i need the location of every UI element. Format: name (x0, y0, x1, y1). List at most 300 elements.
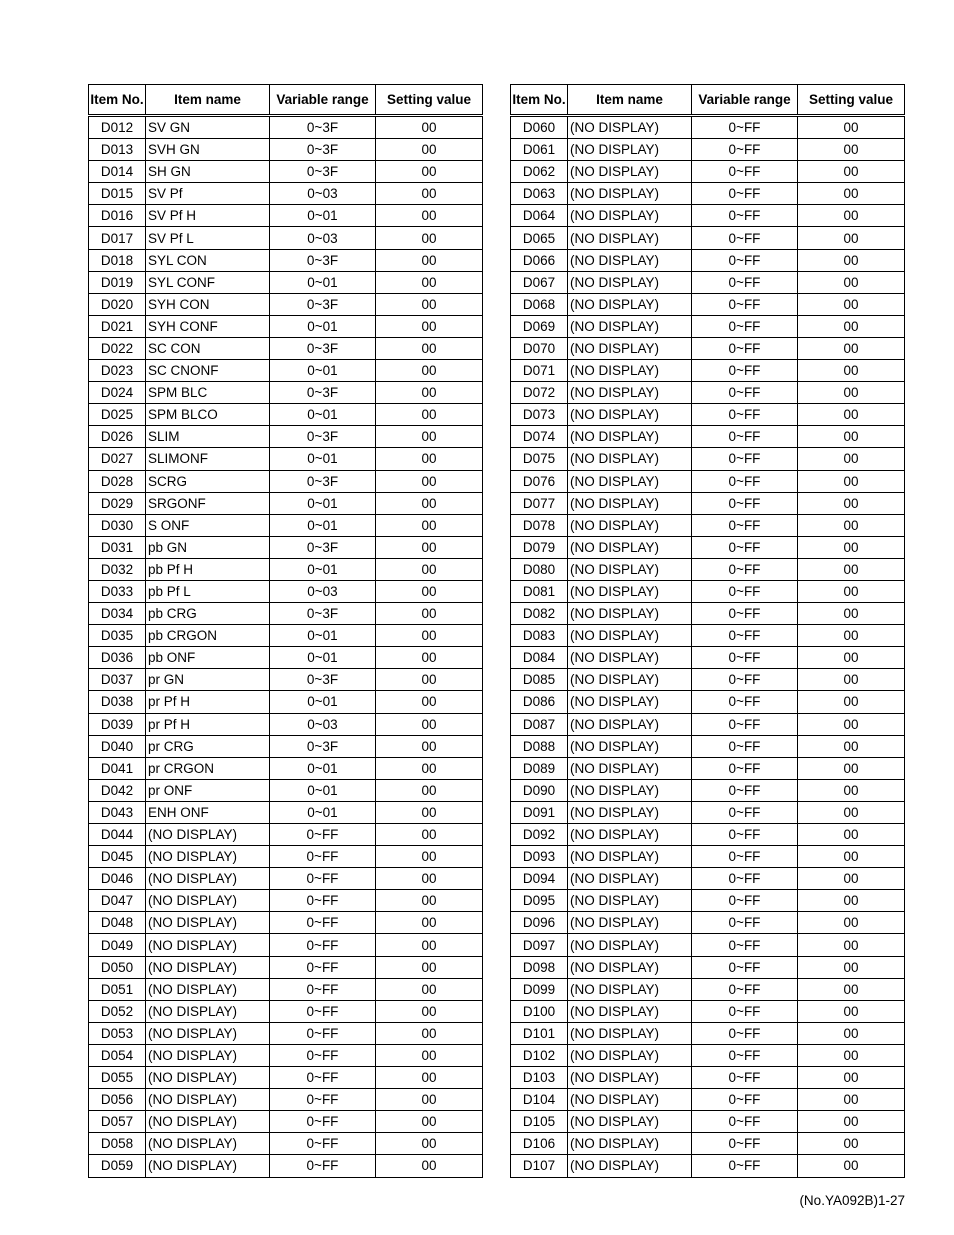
cell-item-name: (NO DISPLAY) (568, 271, 692, 293)
cell-item-name: SC CON (146, 337, 270, 359)
cell-item-name: (NO DISPLAY) (568, 161, 692, 183)
cell-variable-range: 0~3F (270, 536, 376, 558)
cell-item-name: (NO DISPLAY) (568, 625, 692, 647)
table-row (511, 757, 905, 779)
cell-variable-range: 0~FF (270, 1111, 376, 1133)
cell-item-name: SRGONF (146, 492, 270, 514)
cell-item-name: (NO DISPLAY) (568, 470, 692, 492)
table-row (511, 647, 905, 669)
cell-setting-value: 00 (798, 824, 905, 846)
cell-item-no: D015 (89, 183, 146, 205)
cell-item-no: D098 (511, 956, 568, 978)
cell-variable-range: 0~FF (270, 846, 376, 868)
cell-variable-range: 0~FF (692, 801, 798, 823)
cell-item-no: D103 (511, 1067, 568, 1089)
cell-variable-range: 0~FF (692, 139, 798, 161)
cell-setting-value: 00 (798, 271, 905, 293)
table-header-row (89, 85, 483, 116)
cell-item-name: (NO DISPLAY) (146, 1000, 270, 1022)
table-row (511, 271, 905, 293)
cell-setting-value: 00 (376, 801, 483, 823)
cell-item-name: (NO DISPLAY) (568, 1155, 692, 1177)
cell-item-no: D019 (89, 271, 146, 293)
cell-item-no: D057 (89, 1111, 146, 1133)
table-row (89, 757, 483, 779)
cell-setting-value: 00 (376, 492, 483, 514)
table-row (511, 801, 905, 823)
cell-setting-value: 00 (798, 227, 905, 249)
cell-item-no: D086 (511, 691, 568, 713)
cell-item-name: SPM BLC (146, 382, 270, 404)
cell-setting-value: 00 (376, 868, 483, 890)
cell-item-no: D021 (89, 315, 146, 337)
cell-item-no: D024 (89, 382, 146, 404)
cell-item-name: SCRG (146, 470, 270, 492)
cell-variable-range: 0~3F (270, 293, 376, 315)
cell-item-name: (NO DISPLAY) (568, 1111, 692, 1133)
cell-variable-range: 0~3F (270, 735, 376, 757)
cell-item-name: (NO DISPLAY) (568, 1022, 692, 1044)
table-row (511, 161, 905, 183)
cell-setting-value: 00 (376, 1000, 483, 1022)
cell-variable-range: 0~FF (692, 1044, 798, 1066)
cell-variable-range: 0~FF (692, 426, 798, 448)
cell-setting-value: 00 (376, 978, 483, 1000)
cell-item-name: (NO DISPLAY) (568, 116, 692, 139)
cell-variable-range: 0~FF (692, 558, 798, 580)
table-row (511, 1089, 905, 1111)
cell-setting-value: 00 (798, 1000, 905, 1022)
cell-variable-range: 0~FF (270, 1000, 376, 1022)
cell-item-name: (NO DISPLAY) (146, 1022, 270, 1044)
table-row (511, 558, 905, 580)
cell-item-name: pr Pf H (146, 713, 270, 735)
cell-item-name: (NO DISPLAY) (568, 956, 692, 978)
cell-item-no: D048 (89, 912, 146, 934)
cell-item-name: (NO DISPLAY) (568, 1067, 692, 1089)
table-row (511, 912, 905, 934)
cell-setting-value: 00 (798, 514, 905, 536)
cell-variable-range: 0~FF (692, 1111, 798, 1133)
cell-setting-value: 00 (798, 934, 905, 956)
table-row (511, 669, 905, 691)
cell-variable-range: 0~01 (270, 360, 376, 382)
cell-item-name: (NO DISPLAY) (568, 293, 692, 315)
cell-setting-value: 00 (798, 1155, 905, 1177)
cell-variable-range: 0~03 (270, 227, 376, 249)
cell-item-name: (NO DISPLAY) (568, 890, 692, 912)
cell-item-no: D073 (511, 404, 568, 426)
table-row (89, 735, 483, 757)
table-row (89, 183, 483, 205)
cell-variable-range: 0~FF (270, 978, 376, 1000)
cell-item-name: (NO DISPLAY) (146, 912, 270, 934)
cell-variable-range: 0~3F (270, 116, 376, 139)
cell-variable-range: 0~01 (270, 514, 376, 536)
cell-setting-value: 00 (376, 315, 483, 337)
cell-setting-value: 00 (376, 1111, 483, 1133)
cell-item-no: D066 (511, 249, 568, 271)
cell-variable-range: 0~FF (692, 382, 798, 404)
table-row (511, 227, 905, 249)
table-row (89, 625, 483, 647)
cell-item-no: D074 (511, 426, 568, 448)
cell-item-no: D029 (89, 492, 146, 514)
cell-item-name: SLIM (146, 426, 270, 448)
table-row (89, 647, 483, 669)
table-row (89, 315, 483, 337)
cell-item-name: (NO DISPLAY) (568, 713, 692, 735)
cell-variable-range: 0~3F (270, 382, 376, 404)
cell-variable-range: 0~FF (692, 1067, 798, 1089)
cell-setting-value: 00 (798, 890, 905, 912)
table-row (89, 1111, 483, 1133)
cell-setting-value: 00 (376, 448, 483, 470)
cell-variable-range: 0~FF (692, 161, 798, 183)
cell-variable-range: 0~01 (270, 647, 376, 669)
cell-item-name: (NO DISPLAY) (146, 1067, 270, 1089)
cell-setting-value: 00 (376, 183, 483, 205)
cell-item-no: D101 (511, 1022, 568, 1044)
cell-variable-range: 0~03 (270, 713, 376, 735)
cell-variable-range: 0~FF (692, 934, 798, 956)
page-number: (No.YA092B)1-27 (799, 1193, 905, 1208)
cell-variable-range: 0~FF (270, 824, 376, 846)
cell-setting-value: 00 (798, 205, 905, 227)
cell-item-no: D030 (89, 514, 146, 536)
cell-item-name: (NO DISPLAY) (146, 956, 270, 978)
cell-item-no: D062 (511, 161, 568, 183)
table-row (89, 1133, 483, 1155)
cell-setting-value: 00 (376, 1022, 483, 1044)
table-row (89, 890, 483, 912)
cell-item-no: D075 (511, 448, 568, 470)
cell-setting-value: 00 (376, 404, 483, 426)
header-setting-value: Setting value (376, 85, 483, 116)
cell-item-no: D022 (89, 337, 146, 359)
cell-variable-range: 0~FF (692, 956, 798, 978)
table-row (511, 603, 905, 625)
cell-item-no: D071 (511, 360, 568, 382)
cell-setting-value: 00 (798, 448, 905, 470)
cell-variable-range: 0~FF (692, 337, 798, 359)
cell-item-no: D061 (511, 139, 568, 161)
cell-setting-value: 00 (376, 1067, 483, 1089)
table-row (89, 382, 483, 404)
cell-item-no: D105 (511, 1111, 568, 1133)
cell-setting-value: 00 (798, 868, 905, 890)
cell-item-name: (NO DISPLAY) (146, 1133, 270, 1155)
table-row (89, 227, 483, 249)
table-row (511, 846, 905, 868)
cell-variable-range: 0~01 (270, 271, 376, 293)
cell-variable-range: 0~FF (692, 536, 798, 558)
cell-variable-range: 0~01 (270, 757, 376, 779)
cell-item-no: D058 (89, 1133, 146, 1155)
table-row (89, 713, 483, 735)
cell-variable-range: 0~FF (692, 779, 798, 801)
cell-item-no: D068 (511, 293, 568, 315)
cell-setting-value: 00 (376, 890, 483, 912)
cell-item-name: pr ONF (146, 779, 270, 801)
table-row (511, 890, 905, 912)
header-item-name: Item name (146, 85, 270, 116)
table-row (511, 868, 905, 890)
cell-item-no: D053 (89, 1022, 146, 1044)
cell-setting-value: 00 (798, 713, 905, 735)
cell-variable-range: 0~03 (270, 580, 376, 602)
cell-setting-value: 00 (376, 249, 483, 271)
cell-setting-value: 00 (798, 669, 905, 691)
table-row (511, 360, 905, 382)
table-row (89, 1000, 483, 1022)
cell-item-no: D099 (511, 978, 568, 1000)
table-row (511, 448, 905, 470)
table-row (89, 536, 483, 558)
cell-setting-value: 00 (376, 293, 483, 315)
table-row (89, 271, 483, 293)
cell-item-no: D106 (511, 1133, 568, 1155)
cell-item-no: D089 (511, 757, 568, 779)
cell-variable-range: 0~FF (692, 183, 798, 205)
cell-item-name: (NO DISPLAY) (568, 249, 692, 271)
cell-setting-value: 00 (798, 404, 905, 426)
header-item-no: Item No. (89, 85, 146, 116)
cell-item-name: (NO DISPLAY) (568, 846, 692, 868)
cell-item-name: SVH GN (146, 139, 270, 161)
cell-item-name: SV Pf H (146, 205, 270, 227)
table-row (89, 779, 483, 801)
table-row (511, 382, 905, 404)
cell-variable-range: 0~FF (692, 846, 798, 868)
table-row (89, 360, 483, 382)
cell-setting-value: 00 (376, 205, 483, 227)
cell-setting-value: 00 (798, 492, 905, 514)
cell-item-name: (NO DISPLAY) (568, 934, 692, 956)
cell-setting-value: 00 (798, 779, 905, 801)
cell-setting-value: 00 (376, 846, 483, 868)
cell-item-name: (NO DISPLAY) (568, 448, 692, 470)
cell-item-name: SYL CON (146, 249, 270, 271)
table-row (511, 1067, 905, 1089)
cell-variable-range: 0~FF (270, 1155, 376, 1177)
cell-item-name: (NO DISPLAY) (568, 382, 692, 404)
cell-item-no: D026 (89, 426, 146, 448)
table-row (511, 337, 905, 359)
cell-setting-value: 00 (798, 1067, 905, 1089)
cell-item-no: D018 (89, 249, 146, 271)
cell-variable-range: 0~FF (692, 1133, 798, 1155)
cell-setting-value: 00 (376, 536, 483, 558)
cell-variable-range: 0~FF (270, 912, 376, 934)
cell-setting-value: 00 (798, 183, 905, 205)
cell-item-name: (NO DISPLAY) (568, 1044, 692, 1066)
table-row (511, 580, 905, 602)
cell-item-no: D056 (89, 1089, 146, 1111)
cell-setting-value: 00 (376, 691, 483, 713)
cell-setting-value: 00 (376, 337, 483, 359)
cell-setting-value: 00 (376, 116, 483, 139)
cell-variable-range: 0~FF (692, 205, 798, 227)
cell-variable-range: 0~FF (692, 669, 798, 691)
cell-variable-range: 0~FF (692, 492, 798, 514)
cell-item-name: (NO DISPLAY) (568, 912, 692, 934)
cell-variable-range: 0~FF (692, 227, 798, 249)
cell-item-no: D082 (511, 603, 568, 625)
cell-variable-range: 0~3F (270, 161, 376, 183)
table-row (511, 1133, 905, 1155)
cell-setting-value: 00 (376, 757, 483, 779)
table-row (89, 912, 483, 934)
table-row (89, 448, 483, 470)
cell-variable-range: 0~3F (270, 470, 376, 492)
table-row (89, 492, 483, 514)
cell-item-no: D028 (89, 470, 146, 492)
cell-setting-value: 00 (376, 956, 483, 978)
cell-item-name: (NO DISPLAY) (568, 205, 692, 227)
cell-variable-range: 0~FF (692, 271, 798, 293)
table-row (89, 801, 483, 823)
cell-setting-value: 00 (798, 691, 905, 713)
cell-setting-value: 00 (798, 647, 905, 669)
cell-variable-range: 0~FF (692, 580, 798, 602)
table-row (511, 426, 905, 448)
cell-item-no: D083 (511, 625, 568, 647)
cell-item-no: D052 (89, 1000, 146, 1022)
cell-item-name: (NO DISPLAY) (568, 1089, 692, 1111)
cell-variable-range: 0~FF (692, 293, 798, 315)
table-row (511, 1155, 905, 1177)
cell-item-no: D069 (511, 315, 568, 337)
cell-item-name: SYH CON (146, 293, 270, 315)
cell-item-name: (NO DISPLAY) (146, 1089, 270, 1111)
cell-setting-value: 00 (798, 1133, 905, 1155)
cell-item-no: D092 (511, 824, 568, 846)
cell-variable-range: 0~FF (270, 956, 376, 978)
cell-item-name: (NO DISPLAY) (568, 580, 692, 602)
cell-item-name: (NO DISPLAY) (146, 890, 270, 912)
cell-item-name: (NO DISPLAY) (568, 514, 692, 536)
cell-item-no: D034 (89, 603, 146, 625)
cell-variable-range: 0~FF (270, 890, 376, 912)
table-row (89, 426, 483, 448)
table-row (89, 956, 483, 978)
cell-item-no: D027 (89, 448, 146, 470)
cell-item-no: D072 (511, 382, 568, 404)
table-row (511, 470, 905, 492)
header-setting-value: Setting value (798, 85, 905, 116)
cell-variable-range: 0~3F (270, 669, 376, 691)
cell-setting-value: 00 (798, 249, 905, 271)
cell-item-no: D063 (511, 183, 568, 205)
cell-variable-range: 0~FF (270, 868, 376, 890)
cell-variable-range: 0~FF (692, 1155, 798, 1177)
cell-variable-range: 0~FF (692, 360, 798, 382)
cell-setting-value: 00 (798, 360, 905, 382)
cell-item-no: D023 (89, 360, 146, 382)
cell-setting-value: 00 (798, 426, 905, 448)
cell-setting-value: 00 (376, 426, 483, 448)
cell-item-no: D060 (511, 116, 568, 139)
table-row (511, 1044, 905, 1066)
cell-variable-range: 0~FF (692, 757, 798, 779)
cell-setting-value: 00 (376, 912, 483, 934)
cell-item-no: D087 (511, 713, 568, 735)
cell-item-no: D081 (511, 580, 568, 602)
cell-item-name: (NO DISPLAY) (568, 824, 692, 846)
cell-variable-range: 0~01 (270, 691, 376, 713)
cell-item-name: pb ONF (146, 647, 270, 669)
cell-item-name: (NO DISPLAY) (568, 1000, 692, 1022)
cell-variable-range: 0~FF (692, 404, 798, 426)
table-row (89, 404, 483, 426)
table-row (89, 1067, 483, 1089)
table-row (89, 161, 483, 183)
cell-item-no: D095 (511, 890, 568, 912)
table-row (89, 1089, 483, 1111)
settings-table-right (510, 84, 905, 1178)
cell-item-name: (NO DISPLAY) (146, 824, 270, 846)
cell-item-name: (NO DISPLAY) (568, 978, 692, 1000)
cell-item-name: (NO DISPLAY) (568, 536, 692, 558)
cell-setting-value: 00 (798, 801, 905, 823)
cell-item-no: D041 (89, 757, 146, 779)
cell-setting-value: 00 (376, 824, 483, 846)
cell-item-no: D079 (511, 536, 568, 558)
cell-item-name: pb CRG (146, 603, 270, 625)
cell-item-name: (NO DISPLAY) (568, 139, 692, 161)
cell-setting-value: 00 (376, 360, 483, 382)
settings-table-left (88, 84, 483, 1178)
cell-variable-range: 0~FF (270, 1133, 376, 1155)
cell-variable-range: 0~FF (692, 912, 798, 934)
cell-item-name: SLIMONF (146, 448, 270, 470)
cell-item-no: D090 (511, 779, 568, 801)
cell-setting-value: 00 (798, 757, 905, 779)
cell-setting-value: 00 (376, 669, 483, 691)
cell-item-name: (NO DISPLAY) (568, 603, 692, 625)
cell-item-name: (NO DISPLAY) (568, 315, 692, 337)
cell-item-name: SV GN (146, 116, 270, 139)
cell-item-no: D093 (511, 846, 568, 868)
cell-item-name: (NO DISPLAY) (568, 779, 692, 801)
cell-item-no: D017 (89, 227, 146, 249)
table-row (89, 691, 483, 713)
cell-variable-range: 0~01 (270, 315, 376, 337)
cell-setting-value: 00 (798, 337, 905, 359)
cell-setting-value: 00 (798, 978, 905, 1000)
cell-item-no: D102 (511, 1044, 568, 1066)
table-row (89, 116, 483, 139)
table-row (511, 293, 905, 315)
table-row (511, 713, 905, 735)
cell-item-no: D042 (89, 779, 146, 801)
cell-setting-value: 00 (798, 1089, 905, 1111)
table-body-right (511, 116, 905, 1178)
table-row (89, 934, 483, 956)
cell-variable-range: 0~FF (270, 1089, 376, 1111)
cell-item-no: D012 (89, 116, 146, 139)
table-header-row (511, 85, 905, 116)
cell-variable-range: 0~FF (692, 249, 798, 271)
table-row (89, 205, 483, 227)
table-row (511, 956, 905, 978)
cell-item-name: (NO DISPLAY) (568, 404, 692, 426)
table-row (511, 779, 905, 801)
cell-item-no: D040 (89, 735, 146, 757)
header-variable-range: Variable range (692, 85, 798, 116)
cell-variable-range: 0~FF (270, 934, 376, 956)
